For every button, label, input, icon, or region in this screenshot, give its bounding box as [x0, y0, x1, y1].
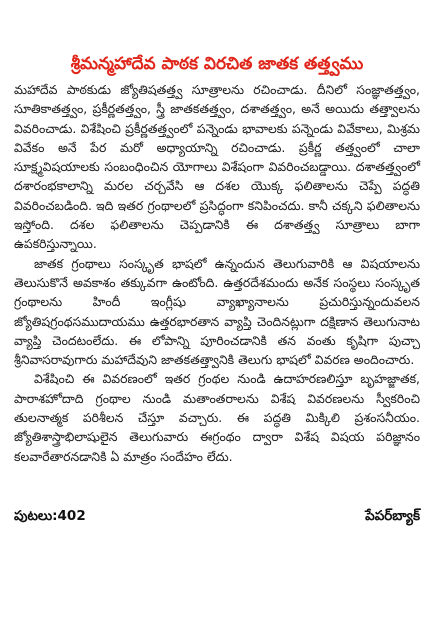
paragraph-1: మహాదేవ పాఠకుడు జ్యోతిషతత్త్వ సూత్రాలను రచించాడు. దీనిలో సంజ్ఞాతత్త్వం, సూతికాతత్త్వం, ప్రకీర్ణతత్త్వం, స్త్రీ జాతకతత్త్వం, దశాతత్త్వం, అనే అయిదు తత్త్వాలను వివరించాడు. విశేషించి ప్రకీర్ణతత్త్వంలో పన్నెండు భావాలకు పన్నెండు వివేకాలు, మిశ్రమ వివేకం అనే పేర మరో అధ్యాయాన్ని రచించాడు. ప్రకీర్ణ తత్త్వంలో చాలా సూక్ష్మవిషయాలకు సంబంధించిన యోగాలు విశేషంగా వివరించబడ్డాయి. దశాతత్త్వంలో దశారంభకాలాన్ని మరల చర్చవేసి ఆ దశల యొక్క ఫలితాలను చెప్పే పద్ధతి వివరించబడింది. ఇది ఇతర గ్రంథాలలో ప్రసిద్ధంగా కనిపించదు. కానీ చక్కని ఫలితాలను ఇస్తోంది. దశల ఫలితాలను చెప్పడానికి ఈ దశాతత్త్వ సూత్రాలు బాగా ఉపకరిస్తున్నాయి.	[14, 82, 420, 252]
book-details-footer	[14, 506, 420, 528]
paragraph-3: విశేషించి ఈ వివరణంలో ఇతర గ్రంథల నుండి ఉదాహరణలిస్తూ బృహజ్జాతక, పారాశహోదాది గ్రంథాల నుండి మతాంతరాలను విశేష వివరణలను స్వీకరించి తులనాత్మక పరిశీలన చేస్తూ వచ్చారు. ఈ పద్ధతి మిక్కిలి ప్రశంసనీయం. జ్యోతిశాస్త్రాభిలాషులైన తెలుగువారు ఈగ్రంథం ద్వారా విశేష విషయ పరిజ్ఞానం కలవారేతారనడానికి ఏ మాత్రం సందేహం లేదు.	[14, 371, 420, 464]
page-count: పుటలు:402	[14, 507, 86, 524]
book-description	[14, 80, 420, 466]
page-title: శ్రీమన్మహాదేవ పాఠక విరచిత జాతక తత్త్వము	[70, 54, 364, 74]
paragraph-2: జాతక గ్రంథాలు సంస్కృత భాషలో ఉన్నందున తెలుగువారికి ఆ విషయాలను తెలుసుకొనే అవకాశం తక్కువగా ఉంటోంది. ఉత్తరదేశమందు అనేక సంస్థలు సంస్కృత గ్రంథాలను హిందీ ఇంగ్లీషు వ్యాఖ్యానాలను ప్రచురిస్తున్నందువలన జ్యోతిషగ్రంథసముదాయము ఉత్తరభారతాన వ్యాప్తి చెందినట్లుగా దక్షిణాన తెలుగునాట వ్యాప్తి చెందటంలేదు. ఈ లోపాన్ని పూరించడానికి తన వంతు కృషిగా పుచ్చా శ్రీనివాసరావుగారు మహాదేవుని జాతకతత్త్వానికి తెలుగు భాషలో వివరణ అందించారు.	[14, 255, 420, 368]
binding-type: పేపర్‌బ్యాక్	[365, 507, 420, 524]
